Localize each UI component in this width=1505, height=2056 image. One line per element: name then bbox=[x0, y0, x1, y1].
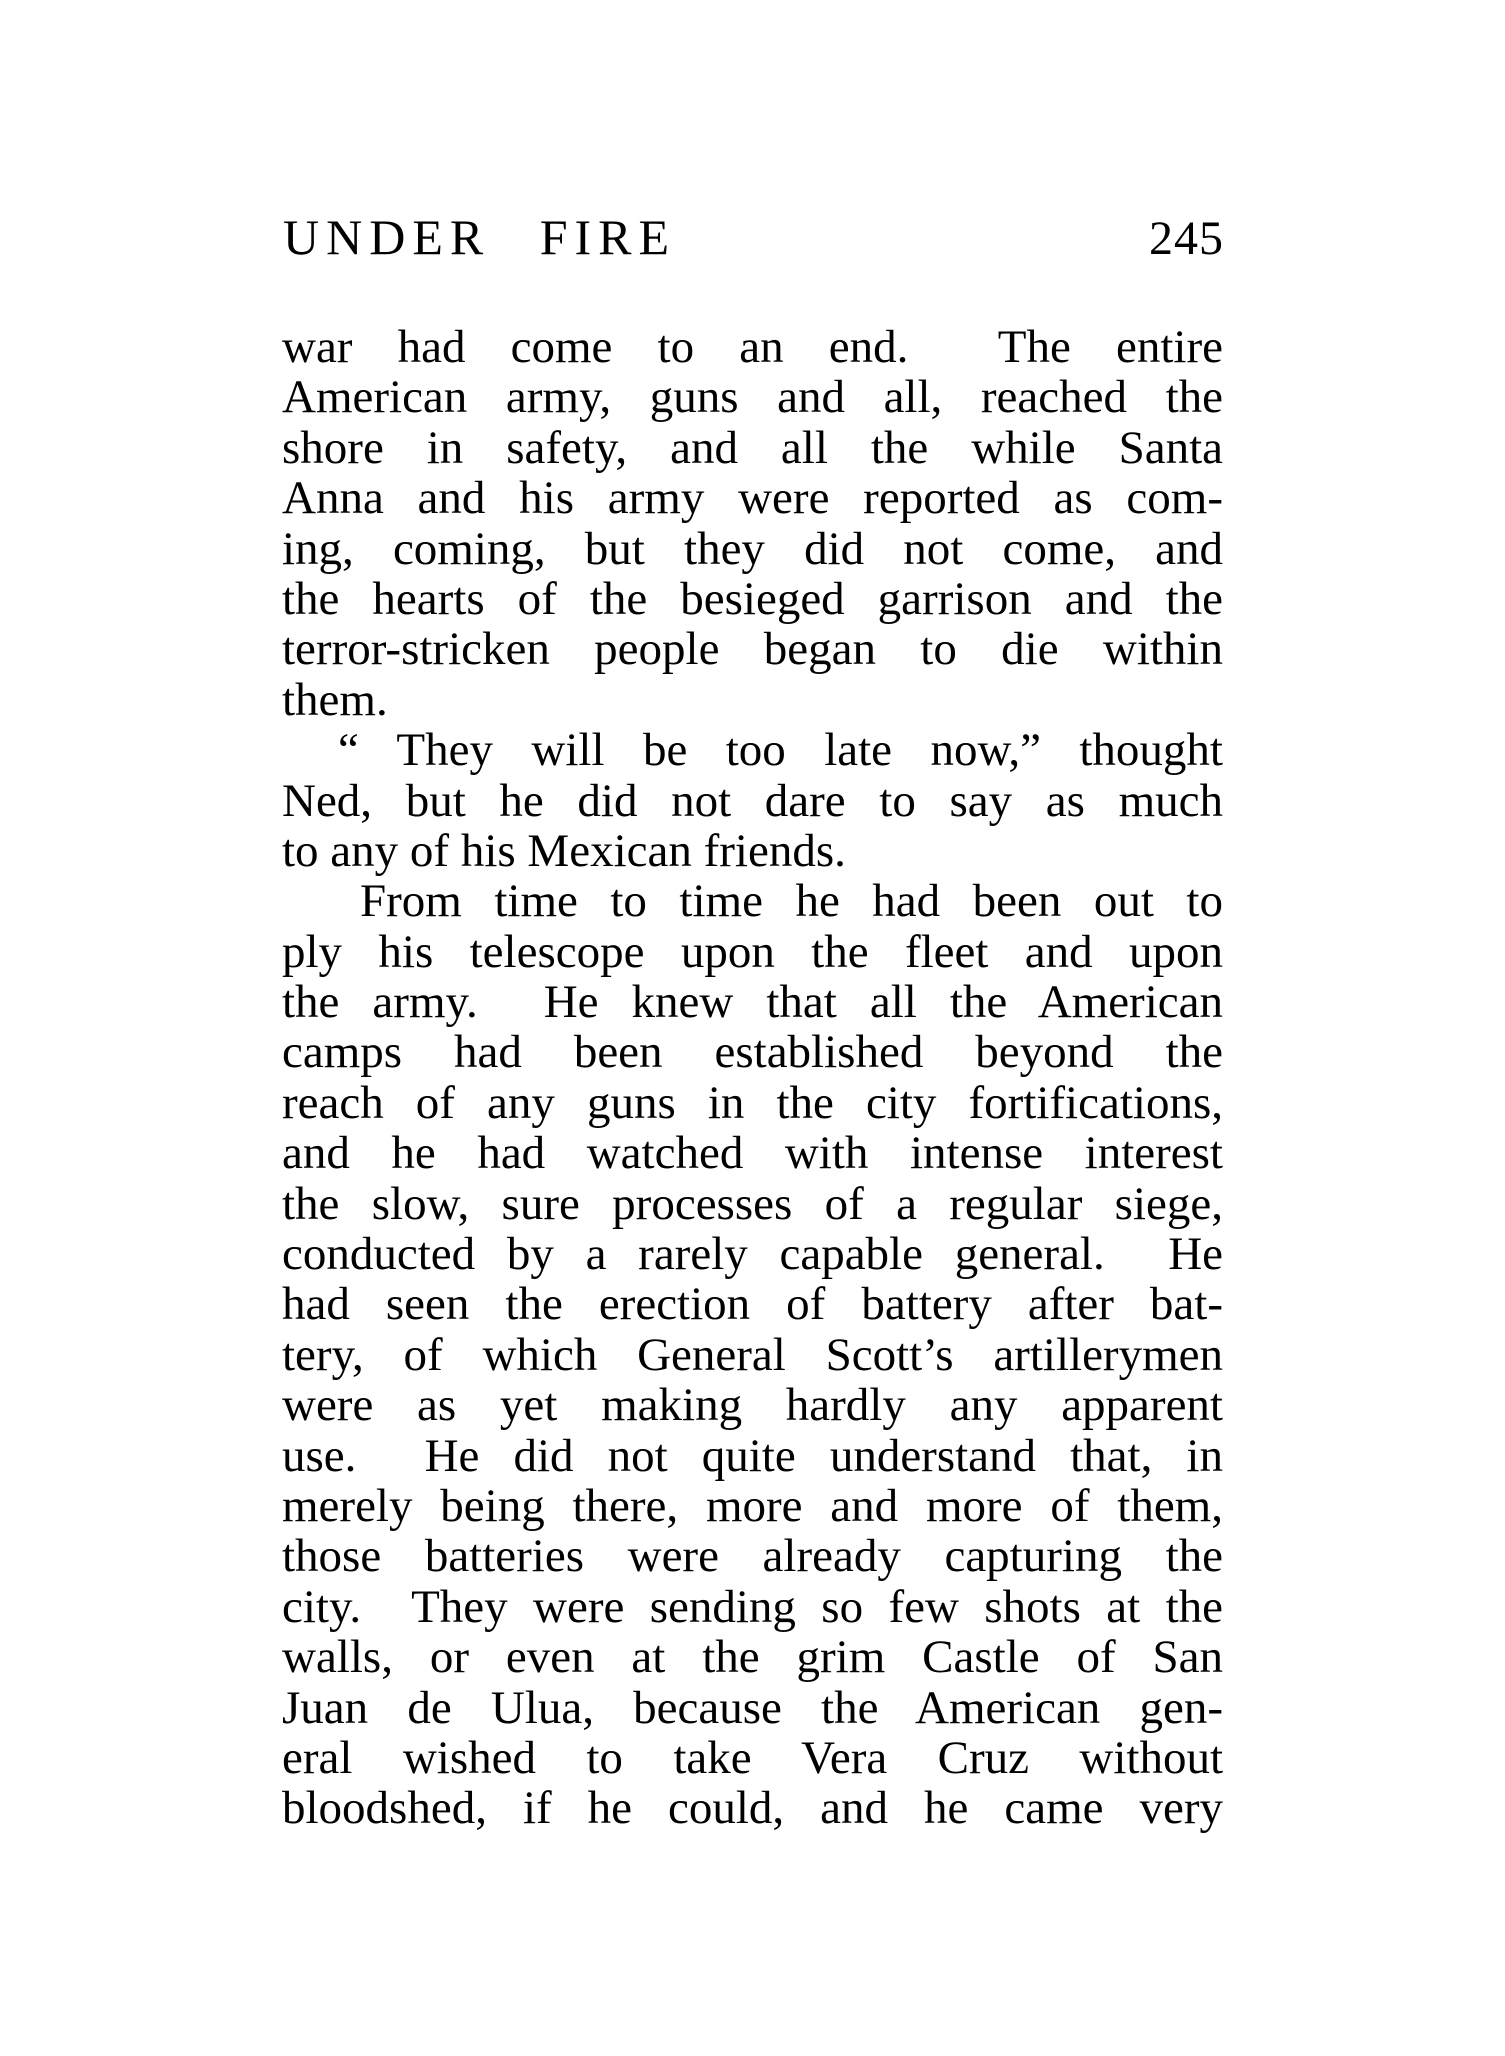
text-line: ply his telescope upon the fleet and upon bbox=[282, 925, 1223, 978]
text-line: war had come to an end. The entire bbox=[282, 321, 1223, 373]
text-line: the hearts of the besieged garrison and the bbox=[282, 572, 1223, 625]
text-line: and he had watched with intense interest bbox=[282, 1127, 1223, 1180]
text-line: were as yet making hardly any apparent bbox=[282, 1379, 1223, 1432]
text-line: bloodshed, if he could, and he came very bbox=[282, 1782, 1223, 1835]
text-block bbox=[282, 322, 1223, 1834]
text-line: merely being there, more and more of them, bbox=[282, 1479, 1223, 1532]
text-line: From time to time he had been out to bbox=[360, 875, 1223, 928]
text-line: use. He did not quite understand that, in bbox=[282, 1429, 1223, 1482]
text-line: Ned, but he did not dare to say as much bbox=[282, 774, 1223, 827]
running-title: UNDER FIRE bbox=[283, 209, 677, 265]
text-line: camps had been established beyond the bbox=[282, 1026, 1223, 1079]
text-line: those batteries were already capturing the bbox=[282, 1530, 1223, 1583]
text-line: Juan de Ulua, because the American gen- bbox=[282, 1681, 1223, 1734]
text-line: conducted by a rarely capable general. He bbox=[282, 1228, 1223, 1281]
text-line: walls, or even at the grim Castle of San bbox=[282, 1631, 1223, 1684]
text-line: the army. He knew that all the American bbox=[282, 976, 1223, 1029]
text-line: eral wished to take Vera Cruz without bbox=[282, 1731, 1223, 1784]
text-line: had seen the erection of battery after bat- bbox=[282, 1278, 1223, 1331]
text-line: city. They were sending so few shots at the bbox=[282, 1580, 1223, 1633]
text-line: “ They will be too late now,” thought bbox=[338, 724, 1223, 777]
text-line: tery, of which General Scott’s artillerymen bbox=[282, 1328, 1223, 1381]
text-line: American army, guns and all, reached the bbox=[282, 371, 1223, 424]
text-line: terror-stricken people began to die within bbox=[282, 623, 1223, 676]
text-line: shore in safety, and all the while Santa bbox=[282, 421, 1223, 474]
text-line: the slow, sure processes of a regular siege, bbox=[282, 1177, 1223, 1230]
text-line: reach of any guns in the city fortifications, bbox=[282, 1076, 1223, 1129]
text-line: to any of his Mexican friends. bbox=[282, 824, 846, 877]
page-number: 245 bbox=[1149, 212, 1224, 265]
text-line: Anna and his army were reported as com- bbox=[282, 472, 1223, 525]
text-line: them. bbox=[282, 673, 388, 726]
page-header bbox=[283, 209, 1224, 265]
text-line: ing, coming, but they did not come, and bbox=[282, 522, 1223, 575]
